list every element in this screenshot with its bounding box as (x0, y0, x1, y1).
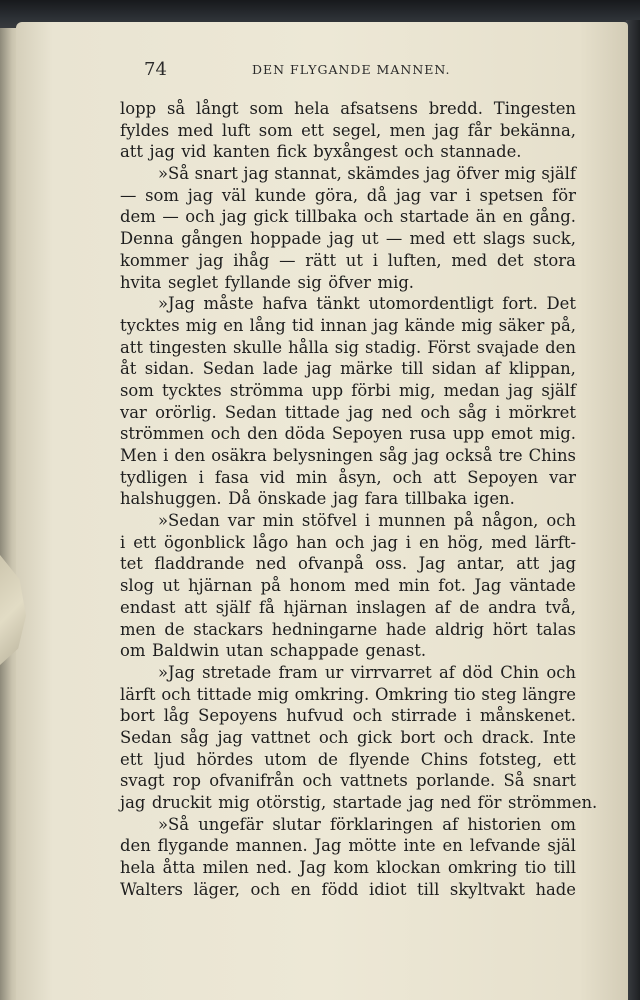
text-line: »Jag måste hafva tänkt utomordentligt fort. Det (158, 294, 576, 314)
text-line: fyldes med luft som ett segel, men jag får bekänna, (120, 120, 576, 140)
text-line: den flygande mannen. Jag mötte inte en lefvande själ (120, 836, 576, 856)
text-line: endast att själf få hjärnan inslagen af de andra två, (120, 597, 576, 617)
text-line: »Så snart jag stannat, skämdes jag öfver mig själf (158, 164, 576, 184)
text-line: — som jag väl kunde göra, då jag var i spetsen för (120, 185, 576, 205)
text-line: hvita seglet fyllande sig öfver mig. (120, 272, 415, 292)
text-line: som tycktes strömma upp förbi mig, medan jag själf (120, 380, 576, 400)
text-line: lärft och tittade mig omkring. Omkring tio steg längre (120, 684, 576, 704)
text-line: åt sidan. Sedan lade jag märke till sidan af klippan, (120, 359, 576, 379)
text-line: »Jag stretade fram ur virrvarret af död Chin och (158, 662, 576, 682)
text-line: slog ut hjärnan på honom med min fot. Jag väntade (120, 576, 576, 596)
body-text (120, 98, 598, 900)
text-line: svagt rop ofvanifrån och vattnets porlande. Så snart (120, 771, 576, 791)
text-line: men de stackars hedningarne hade aldrig hört talas (120, 619, 576, 639)
text-line: »Sedan var min stöfvel i munnen på någon, och (158, 511, 576, 531)
book-cover-edge (626, 20, 640, 1000)
text-line: Walters läger, och en född idiot till skyltvakt hade (120, 879, 576, 899)
text-line: i ett ögonblick lågo han och jag i en hög, med lärft- (120, 532, 576, 552)
text-line: lopp så långt som hela afsatsens bredd. Tingesten (120, 99, 576, 118)
text-line: dem — och jag gick tillbaka och startade än en gång. (120, 207, 576, 227)
page-number: 74 (144, 59, 167, 80)
text-line: hela åtta milen ned. Jag kom klockan omkring tio till (120, 858, 576, 878)
text-line: kommer jag ihåg — rätt ut i luften, med det stora (120, 250, 576, 270)
text-line: tet fladdrande ned ofvanpå oss. Jag antar, att jag (120, 554, 576, 574)
book-page (16, 22, 628, 1000)
text-line: halshuggen. Då önskade jag fara tillbaka igen. (120, 489, 515, 509)
text-line: ett ljud hördes utom de flyende Chins fotsteg, ett (120, 749, 576, 769)
text-line: att jag vid kanten fick byxångest och stannade. (120, 142, 522, 162)
page-header (16, 59, 628, 81)
text-line: jag druckit mig otörstig, startade jag ned för strömmen. (120, 793, 598, 812)
text-line: »Så ungefär slutar förklaringen af historien om (158, 814, 576, 834)
text-line: tycktes mig en lång tid innan jag kände mig säker på, (120, 315, 576, 335)
text-line: strömmen och den döda Sepoyen rusa upp emot mig. (120, 424, 576, 444)
text-line: bort låg Sepoyens hufvud och stirrade i månskenet. (120, 706, 576, 726)
text-line: Denna gången hoppade jag ut — med ett slags suck, (120, 229, 576, 249)
text-line: var orörlig. Sedan tittade jag ned och såg i mörkret (120, 402, 576, 422)
running-title: DEN FLYGANDE MANNEN. (252, 62, 451, 77)
text-line: Men i den osäkra belysningen såg jag också tre Chins (120, 446, 576, 465)
text-line: tydligen i fasa vid min åsyn, och att Sepoyen var (120, 467, 576, 487)
text-line: Sedan såg jag vattnet och gick bort och drack. Inte (120, 727, 576, 747)
text-line: att tingesten skulle hålla sig stadig. Först svajade den (120, 337, 576, 357)
text-line: om Baldwin utan schappade genast. (120, 641, 427, 661)
